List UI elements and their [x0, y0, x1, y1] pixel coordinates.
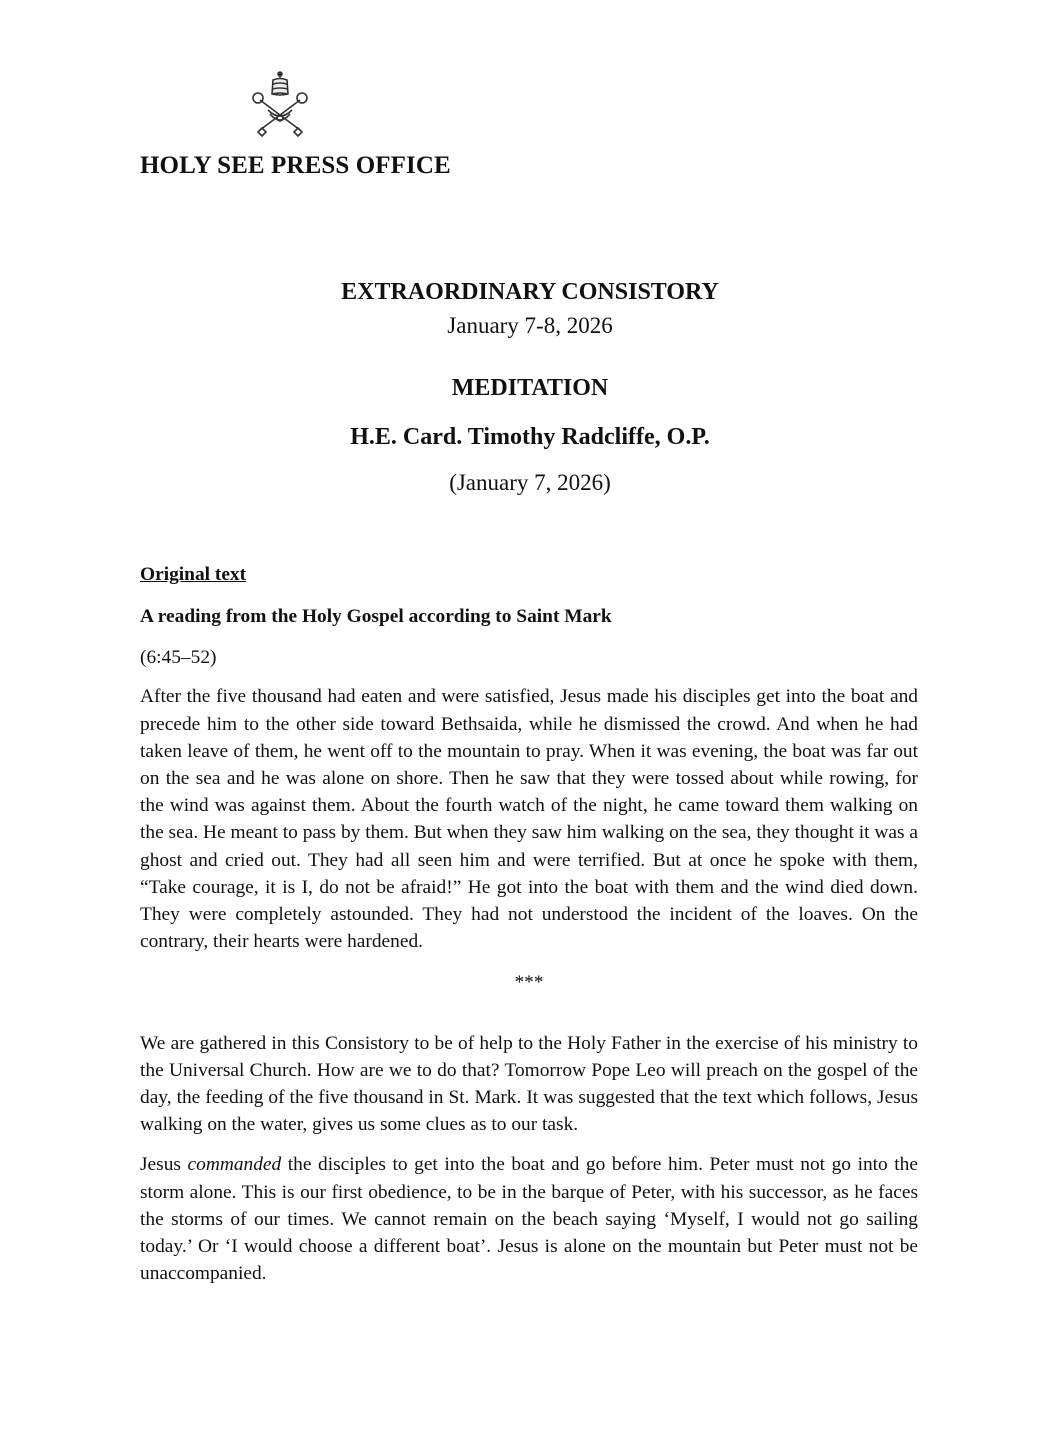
meditation-date: (January 7, 2026)	[449, 470, 611, 495]
gospel-quote: “Take courage, it is I, do not be afraid!”	[140, 876, 462, 898]
gospel-passage	[140, 683, 918, 955]
paragraph-2-emphasis: commanded	[187, 1154, 282, 1176]
papal-keys-emblem-icon	[246, 70, 314, 138]
section-separator: ***	[514, 972, 544, 994]
press-office-heading: HOLY SEE PRESS OFFICE	[140, 152, 451, 179]
meditation-paragraph-1: We are gathered in this Consistory to be of help to the Holy Father in the exercise of his ministry to the Universal Church. How are we to do that? Tomorrow Pope Leo will preach on the gospel of the day, the feeding of the five thousand in St. Mark. It was suggested that the text which follows, Jesus walking on the water, gives us some clues as to our task.	[140, 1032, 918, 1136]
event-title: EXTRAORDINARY CONSISTORY	[341, 279, 719, 305]
document-body	[140, 561, 918, 1287]
paragraph-2-start: Jesus	[140, 1154, 188, 1176]
reading-reference: (6:45–52)	[140, 647, 217, 669]
meditation-title: MEDITATION	[451, 375, 609, 401]
original-text-label: Original text	[140, 564, 247, 585]
gospel-text-part-1: After the five thousand had eaten and were satisfied, Jesus made his disciples get into the boat and precede him to the other side toward Bethsaida, while he dismissed the crowd. And when he had taken leave of them, he went off to the mountain to pray. When it was evening, the boat was far out on the sea and he was alone on shore. Then he saw that they were tossed about while rowing, for the wind was against them. About the fourth watch of the night, he came toward them walking on the sea. He meant to pass by them. But when they saw him walking on the sea, they thought it was a ghost and cried out. They had all seen him and were terrified. But at once he spoke with them,	[140, 686, 918, 871]
gospel-text-part-2: He got into the boat with them and the wind died down. They were completely astounded. They had not understood the incident of the loaves. On the contrary, their hearts were hardened.	[140, 876, 918, 953]
event-dates: January 7-8, 2026	[447, 313, 613, 338]
meditation-paragraph-2	[140, 1151, 918, 1287]
meditation-author: H.E. Card. Timothy Radcliffe, O.P.	[350, 424, 710, 450]
paragraph-2-rest: the disciples to get into the boat and go before him. Peter must not go into the storm alone. This is our first obedience, to be in the barque of Peter, with his successor, as he faces the storms of our times. We cannot remain on the beach saying ‘Myself, I would not go sailing today.’ Or ‘I would choose a different boat’. Jesus is alone on the mountain but Peter must not be unaccompanied.	[140, 1154, 918, 1285]
reading-title: A reading from the Holy Gospel according to Saint Mark	[140, 606, 612, 627]
